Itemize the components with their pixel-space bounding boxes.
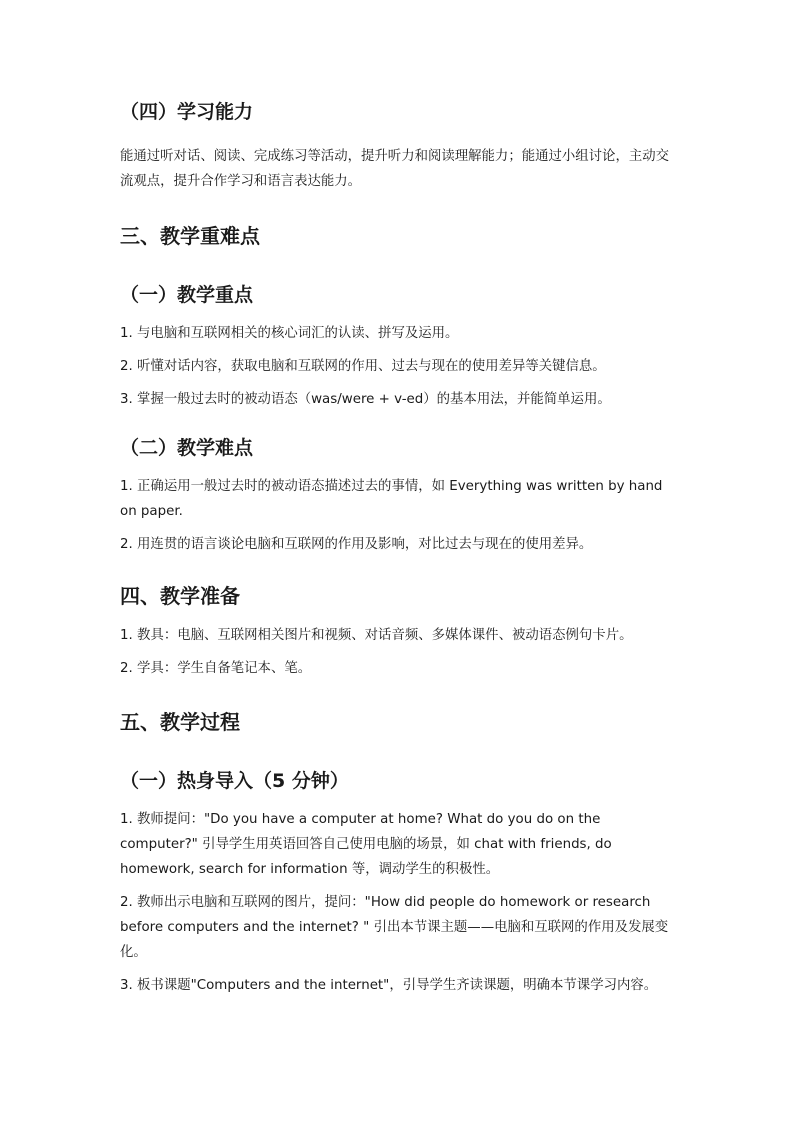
paragraph-learning-ability: 能通过听对话、阅读、完成练习等活动，提升听力和阅读理解能力；能通过小组讨论，主动交流观点，提升合作学习和语言表达能力。 <box>120 149 670 189</box>
heading-difficult-points: （二）教学难点 <box>120 437 254 459</box>
document-body <box>120 98 680 998</box>
list-item: 1. 教具：电脑、互联网相关图片和视频、对话音频、多媒体课件、被动语态例句卡片。 <box>120 628 633 643</box>
list-item: 2. 教师出示电脑和互联网的图片，提问："How did people do homework or research before computers and the internet? " 引出本节课主题——电脑和互联网的作用及发展变化。 <box>120 895 669 960</box>
list-item: 1. 与电脑和互联网相关的核心词汇的认读、拼写及运用。 <box>120 326 459 341</box>
heading-warm-up: （一）热身导入（5 分钟） <box>120 770 349 792</box>
heading-teaching-preparation: 四、教学准备 <box>120 584 240 608</box>
heading-learning-ability: （四）学习能力 <box>120 101 254 123</box>
list-item: 2. 学具：学生自备笔记本、笔。 <box>120 661 312 676</box>
heading-key-difficult-points: 三、教学重难点 <box>120 224 260 248</box>
list-item: 1. 正确运用一般过去时的被动语态描述过去的事情，如 Everything was written by hand on paper. <box>120 479 663 519</box>
list-item: 3. 板书课题"Computers and the internet"，引导学生齐读课题，明确本节课学习内容。 <box>120 978 658 993</box>
heading-teaching-process: 五、教学过程 <box>120 710 240 734</box>
list-item: 1. 教师提问："Do you have a computer at home? What do you do on the computer?" 引导学生用英语回答自己使用电脑的场景，如 chat with friends, do homework, search for information 等，调动学生的积极性。 <box>120 812 612 877</box>
list-item: 2. 用连贯的语言谈论电脑和互联网的作用及影响，对比过去与现在的使用差异。 <box>120 537 593 552</box>
list-item: 3. 掌握一般过去时的被动语态（was/were + v-ed）的基本用法，并能简单运用。 <box>120 392 611 407</box>
heading-key-points: （一）教学重点 <box>120 284 254 306</box>
list-item: 2. 听懂对话内容，获取电脑和互联网的作用、过去与现在的使用差异等关键信息。 <box>120 359 606 374</box>
